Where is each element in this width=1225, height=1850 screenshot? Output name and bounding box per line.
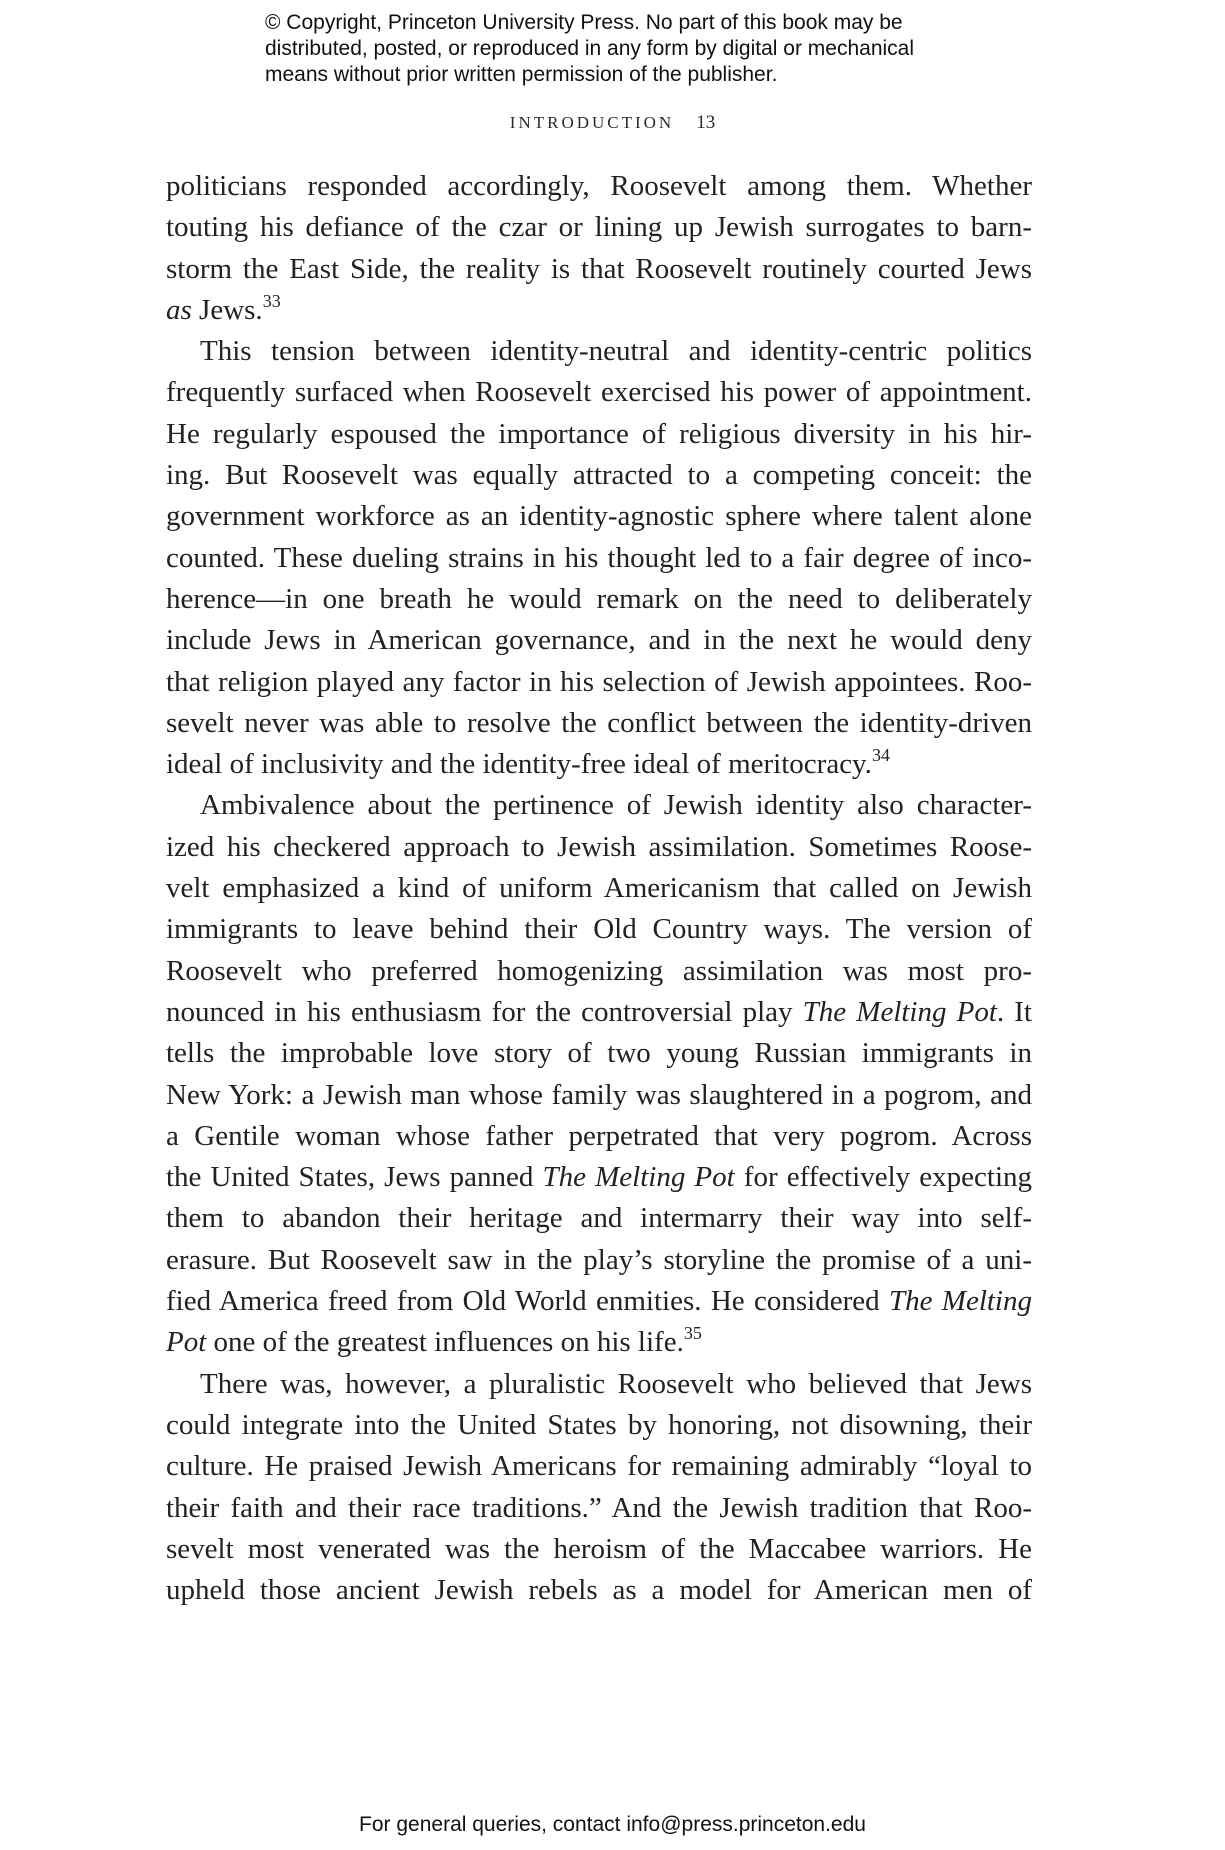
body-text <box>166 166 1032 1611</box>
page-number: 13 <box>696 112 716 133</box>
footnote-marker: 33 <box>262 290 281 311</box>
footnote-marker: 34 <box>871 745 890 766</box>
text-line: ideal of inclusivity and the identity-free ideal of meritocracy.$^{34}$ <box>166 745 890 781</box>
copyright-notice <box>265 10 1025 88</box>
text-line: politicians responded accordingly, Roosevelt among them. Whether <box>166 170 1032 202</box>
text-line: include Jews in American governance, and in the next he would deny <box>166 624 1032 657</box>
text-line: counted. These dueling strains in his thought led to a fair degree of inco- <box>166 541 1032 574</box>
copyright-line: distributed, posted, or reproduced in any form by digital or mechanical <box>265 37 915 60</box>
text-line: ing. But Roosevelt was equally attracted to a competing conceit: the <box>166 459 1032 492</box>
text-line: herence—in one breath he would remark on the need to deliberately <box>166 582 1032 615</box>
text-line: a Gentile woman whose father perpetrated that very pogrom. Across <box>166 1119 1032 1152</box>
text-line: New York: a Jewish man whose family was slaughtered in a pogrom, and <box>166 1078 1032 1111</box>
text-line: velt emphasized a kind of uniform Americanism that called on Jewish <box>166 872 1032 905</box>
text-line: frequently surfaced when Roosevelt exercised his power of appointment. <box>166 376 1032 409</box>
text-line: immigrants to leave behind their Old Country ways. The version of <box>166 913 1032 946</box>
text-line: them to abandon their heritage and intermarry their way into self- <box>166 1202 1032 1235</box>
text-line: as Jews.$^{33}$ <box>166 290 281 326</box>
footer-contact: For general queries, contact info@press.princeton.edu <box>359 1813 866 1836</box>
text-line: sevelt most venerated was the heroism of the Maccabee warriors. He <box>166 1532 1032 1565</box>
text-line: storm the East Side, the reality is that Roosevelt routinely courted Jews <box>166 252 1032 285</box>
text-line: This tension between identity-neutral and identity-centric politics <box>200 335 1032 368</box>
text-line: their faith and their race traditions.” And the Jewish tradition that Roo- <box>166 1491 1032 1524</box>
copyright-line: means without prior written permission of the publisher. <box>265 63 778 86</box>
text-line: government workforce as an identity-agnostic sphere where talent alone <box>166 500 1032 533</box>
text-line: erasure. But Roosevelt saw in the play’s storyline the promise of a uni- <box>166 1243 1032 1276</box>
text-line: nounced in his enthusiasm for the controversial play The Melting Pot. It <box>166 995 1032 1028</box>
text-line: Pot one of the greatest influences on his life.$^{35}$ <box>166 1323 702 1359</box>
text-line: the United States, Jews panned The Melting Pot for effectively expecting <box>166 1161 1032 1194</box>
running-head <box>0 112 1225 134</box>
text-line: ized his checkered approach to Jewish assimilation. Sometimes Roose- <box>166 830 1032 863</box>
text-line: that religion played any factor in his selection of Jewish appointees. Roo- <box>166 665 1032 698</box>
text-line: There was, however, a pluralistic Roosevelt who believed that Jews <box>200 1367 1032 1400</box>
copyright-line: © Copyright, Princeton University Press. No part of this book may be <box>265 11 903 34</box>
text-line: He regularly espoused the importance of religious diversity in his hir- <box>166 417 1032 450</box>
footnote-marker: 35 <box>683 1323 702 1344</box>
text-line: culture. He praised Jewish Americans for remaining admirably “loyal to <box>166 1450 1032 1483</box>
text-line: upheld those ancient Jewish rebels as a model for American men of <box>166 1574 1032 1607</box>
text-line: fied America freed from Old World enmities. He considered The Melting <box>166 1285 1032 1318</box>
text-line: could integrate into the United States by honoring, not disowning, their <box>166 1408 1032 1441</box>
text-line: sevelt never was able to resolve the conflict between the identity-driven <box>166 706 1032 739</box>
text-line: tells the improbable love story of two young Russian immigrants in <box>166 1037 1032 1070</box>
text-line: Ambivalence about the pertinence of Jewish identity also character- <box>200 789 1032 822</box>
text-line: touting his defiance of the czar or lining up Jewish surrogates to barn- <box>166 211 1032 244</box>
text-line: Roosevelt who preferred homogenizing assimilation was most pro- <box>166 954 1032 987</box>
section-title: INTRODUCTION <box>509 113 675 132</box>
